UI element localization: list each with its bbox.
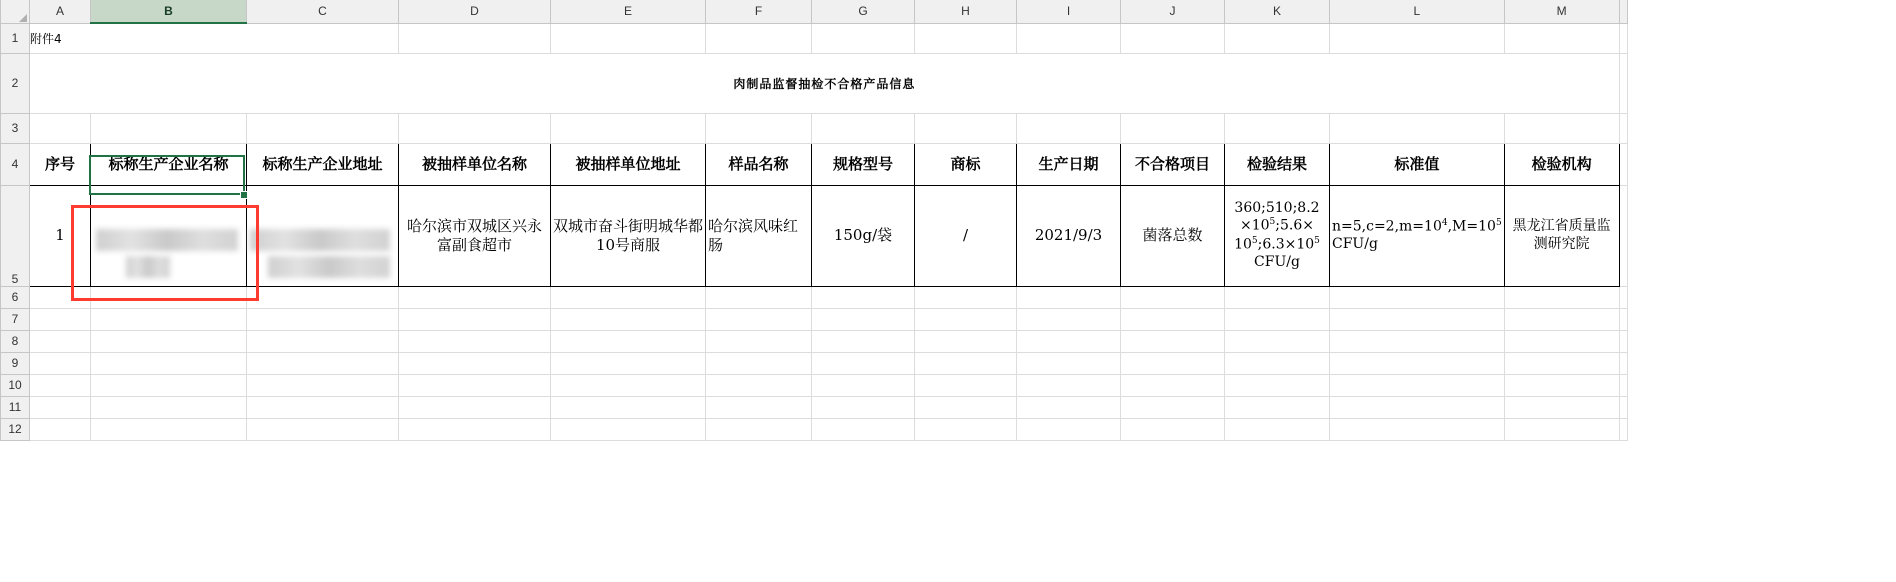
select-all-corner[interactable] [1,0,30,23]
cell-H8[interactable] [915,330,1017,352]
cell-M3[interactable] [1504,113,1619,143]
cell-edge-7 [1619,308,1627,330]
cell-edge-5 [1619,185,1627,286]
cell-F1[interactable] [706,23,812,53]
cell-J11[interactable] [1121,396,1225,418]
cell-sample-name[interactable]: 哈尔滨风味红肠 [706,185,812,286]
test-result-l2-sup: 5 [1269,217,1276,228]
cell-H1[interactable] [915,23,1017,53]
row-header-12[interactable]: 12 [1,418,30,440]
cell-edge-1 [1619,23,1627,53]
cell-edge-4 [1619,143,1627,185]
cell-spec[interactable]: 150g/袋 [812,185,915,286]
cell-K3[interactable] [1225,113,1330,143]
column-header-A[interactable]: A [30,0,91,23]
cell-C11[interactable] [247,396,399,418]
cell-A12[interactable] [30,418,91,440]
cell-I11[interactable] [1017,396,1121,418]
cell-K6[interactable] [1225,286,1330,308]
column-header-C[interactable]: C [247,0,399,23]
cell-institution[interactable] [1504,185,1619,286]
column-header-B[interactable]: B [91,0,247,23]
cell-J7[interactable] [1121,308,1225,330]
cell-C3[interactable] [247,113,399,143]
cell-C8[interactable] [247,330,399,352]
sheet-row-12 [1,418,1628,440]
cell-B11[interactable] [91,396,247,418]
cell-C6[interactable] [247,286,399,308]
cell-L12[interactable] [1330,418,1505,440]
table-header-standard-value[interactable]: 标准值 [1330,143,1505,185]
cell-L3[interactable] [1330,113,1505,143]
test-result-l3-sup: 5 [1251,235,1258,246]
standard-unit: CFU/g [1332,235,1378,252]
cell-edge-8 [1619,330,1627,352]
corner-triangle-icon [19,14,27,22]
cell-H12[interactable] [915,418,1017,440]
sheet-row-10 [1,374,1628,396]
row-header-6[interactable]: 6 [1,286,30,308]
cell-J3[interactable] [1121,113,1225,143]
column-header-row[interactable] [1,0,1628,23]
cell-L7[interactable] [1330,308,1505,330]
cell-F9[interactable] [706,352,812,374]
cell-H11[interactable] [915,396,1017,418]
table-header-producer-address[interactable]: 标称生产企业地址 [247,143,399,185]
right-edge-strip [1892,0,1896,582]
cell-M1[interactable] [1504,23,1619,53]
cell-G9[interactable] [812,352,915,374]
test-result-l2: ×10 [1240,218,1270,234]
cell-M9[interactable] [1504,352,1619,374]
cell-edge-12 [1619,418,1627,440]
sheet-row-3 [1,113,1628,143]
cell-I10[interactable] [1017,374,1121,396]
cell-K8[interactable] [1225,330,1330,352]
cell-H6[interactable] [915,286,1017,308]
cell-A1[interactable]: 附件4 [30,23,399,53]
standard-l2: ,M=10 [1447,218,1496,235]
cell-I12[interactable] [1017,418,1121,440]
institution-l1: 黑龙江省质量监 [1512,218,1611,234]
row-header-7[interactable]: 7 [1,308,30,330]
cell-G6[interactable] [812,286,915,308]
cell-I8[interactable] [1017,330,1121,352]
table-header-sampled-unit-address[interactable]: 被抽样单位地址 [551,143,706,185]
cell-H10[interactable] [915,374,1017,396]
cell-I3[interactable] [1017,113,1121,143]
cell-production-date[interactable]: 2021/9/3 [1017,185,1121,286]
cell-M12[interactable] [1504,418,1619,440]
cell-G11[interactable] [812,396,915,418]
sheet-row-1 [1,23,1628,53]
cell-K9[interactable] [1225,352,1330,374]
table-header-trademark[interactable]: 商标 [915,143,1017,185]
cell-K10[interactable] [1225,374,1330,396]
test-result-l3c-sup: 5 [1314,235,1320,246]
column-header-M[interactable]: M [1504,0,1619,23]
cell-F7[interactable] [706,308,812,330]
cell-E10[interactable] [551,374,706,396]
row-header-5[interactable]: 5 [1,185,30,286]
sheet-row-7 [1,308,1628,330]
cell-test-result[interactable] [1225,185,1330,286]
cell-J10[interactable] [1121,374,1225,396]
cell-E11[interactable] [551,396,706,418]
cell-producer-address[interactable] [247,185,399,286]
cell-L6[interactable] [1330,286,1505,308]
cell-K11[interactable] [1225,396,1330,418]
cell-title[interactable]: 肉制品监督抽检不合格产品信息 [30,53,1620,113]
cell-L8[interactable] [1330,330,1505,352]
column-header-G[interactable]: G [812,0,915,23]
cell-D7[interactable] [399,308,551,330]
cell-D12[interactable] [399,418,551,440]
cell-C9[interactable] [247,352,399,374]
cell-K12[interactable] [1225,418,1330,440]
cell-J12[interactable] [1121,418,1225,440]
cell-index[interactable]: 1 [30,185,91,286]
row-header-8[interactable]: 8 [1,330,30,352]
standard-l1-sup: 4 [1441,217,1448,228]
cell-K7[interactable] [1225,308,1330,330]
cell-F10[interactable] [706,374,812,396]
cell-I9[interactable] [1017,352,1121,374]
sheet-row-4 [1,143,1628,185]
sheet-row-9 [1,352,1628,374]
cell-edge-6 [1619,286,1627,308]
cell-J6[interactable] [1121,286,1225,308]
cell-M6[interactable] [1504,286,1619,308]
column-header-J[interactable]: J [1121,0,1225,23]
cell-B12[interactable] [91,418,247,440]
cell-F3[interactable] [706,113,812,143]
standard-l1: n=5,c=2,m=10 [1332,218,1442,235]
test-result-l3: 10 [1234,236,1252,253]
cell-B6[interactable] [91,286,247,308]
cell-edge-2 [1619,53,1627,113]
cell-A7[interactable] [30,308,91,330]
cell-E8[interactable] [551,330,706,352]
cell-edge-3 [1619,113,1627,143]
table-header-sampled-unit-name[interactable]: 被抽样单位名称 [399,143,551,185]
row-header-11[interactable]: 11 [1,396,30,418]
table-row [1,185,1628,286]
cell-J8[interactable] [1121,330,1225,352]
cell-I1[interactable] [1017,23,1121,53]
test-result-l3b: ;6.3×10 [1257,236,1315,253]
cell-edge-10 [1619,374,1627,396]
table-header-spec[interactable]: 规格型号 [812,143,915,185]
cell-I6[interactable] [1017,286,1121,308]
sheet-row-6 [1,286,1628,308]
cell-A6[interactable] [30,286,91,308]
standard-l2-sup: 5 [1495,217,1502,228]
cell-D1[interactable] [399,23,551,53]
cell-C12[interactable] [247,418,399,440]
table-header-index[interactable]: 序号 [30,143,91,185]
cell-H7[interactable] [915,308,1017,330]
cell-D3[interactable] [399,113,551,143]
cell-G12[interactable] [812,418,915,440]
row-header-9[interactable]: 9 [1,352,30,374]
cell-A8[interactable] [30,330,91,352]
column-header-H[interactable]: H [915,0,1017,23]
cell-standard-value[interactable] [1330,185,1505,286]
cell-M7[interactable] [1504,308,1619,330]
cell-F8[interactable] [706,330,812,352]
column-header-D[interactable]: D [399,0,551,23]
cell-B3[interactable] [91,113,247,143]
table-header-institution[interactable]: 检验机构 [1504,143,1619,185]
row-header-2[interactable]: 2 [1,53,30,113]
cell-G8[interactable] [812,330,915,352]
cell-L10[interactable] [1330,374,1505,396]
cell-edge-9 [1619,352,1627,374]
cell-C10[interactable] [247,374,399,396]
cell-E1[interactable] [551,23,706,53]
cell-E9[interactable] [551,352,706,374]
cell-trademark[interactable]: / [915,185,1017,286]
test-result-unit: CFU/g [1254,253,1300,270]
cell-L11[interactable] [1330,396,1505,418]
cell-failed-item[interactable]: 菌落总数 [1121,185,1225,286]
column-header-edge [1619,0,1627,23]
cell-J1[interactable] [1121,23,1225,53]
cell-A11[interactable] [30,396,91,418]
cell-L1[interactable] [1330,23,1505,53]
cell-D11[interactable] [399,396,551,418]
sheet-row-2 [1,53,1628,113]
cell-A9[interactable] [30,352,91,374]
cell-D6[interactable] [399,286,551,308]
cell-B10[interactable] [91,374,247,396]
column-header-K[interactable]: K [1225,0,1330,23]
cell-F12[interactable] [706,418,812,440]
cell-M10[interactable] [1504,374,1619,396]
sheet-row-8 [1,330,1628,352]
table-header-production-date[interactable]: 生产日期 [1017,143,1121,185]
row-header-4[interactable]: 4 [1,143,30,185]
test-result-l2b: ;5.6× [1275,218,1314,234]
cell-K1[interactable] [1225,23,1330,53]
column-header-F[interactable]: F [706,0,812,23]
cell-I7[interactable] [1017,308,1121,330]
table-header-failed-item[interactable]: 不合格项目 [1121,143,1225,185]
table-header-sample-name[interactable]: 样品名称 [706,143,812,185]
cell-edge-11 [1619,396,1627,418]
table-header-test-result[interactable]: 检验结果 [1225,143,1330,185]
cell-sampled-unit-address[interactable]: 双城市奋斗街明城华都10号商服 [551,185,706,286]
cell-L9[interactable] [1330,352,1505,374]
sheet-row-11 [1,396,1628,418]
cell-D9[interactable] [399,352,551,374]
cell-sampled-unit-name[interactable]: 哈尔滨市双城区兴永富副食超市 [399,185,551,286]
cell-H9[interactable] [915,352,1017,374]
cell-E6[interactable] [551,286,706,308]
column-header-L[interactable]: L [1330,0,1505,23]
cell-F11[interactable] [706,396,812,418]
cell-E12[interactable] [551,418,706,440]
cell-G3[interactable] [812,113,915,143]
cell-B8[interactable] [91,330,247,352]
cell-producer-name[interactable] [91,185,247,286]
cell-D10[interactable] [399,374,551,396]
column-header-E[interactable]: E [551,0,706,23]
cell-G7[interactable] [812,308,915,330]
cell-G10[interactable] [812,374,915,396]
cell-M8[interactable] [1504,330,1619,352]
cell-B9[interactable] [91,352,247,374]
cell-G1[interactable] [812,23,915,53]
test-result-l1: 360;510;8.2 [1234,199,1320,216]
cell-E3[interactable] [551,113,706,143]
cell-E7[interactable] [551,308,706,330]
table-header-producer-name[interactable]: 标称生产企业名称 [91,143,247,185]
cell-D8[interactable] [399,330,551,352]
cell-C7[interactable] [247,308,399,330]
cell-H3[interactable] [915,113,1017,143]
institution-l2: 测研究院 [1533,235,1590,252]
row-header-3[interactable]: 3 [1,113,30,143]
cell-M11[interactable] [1504,396,1619,418]
row-header-1[interactable]: 1 [1,23,30,53]
cell-B7[interactable] [91,308,247,330]
cell-A10[interactable] [30,374,91,396]
row-header-10[interactable]: 10 [1,374,30,396]
cell-J9[interactable] [1121,352,1225,374]
column-header-I[interactable]: I [1017,0,1121,23]
cell-A3[interactable] [30,113,91,143]
cell-F6[interactable] [706,286,812,308]
